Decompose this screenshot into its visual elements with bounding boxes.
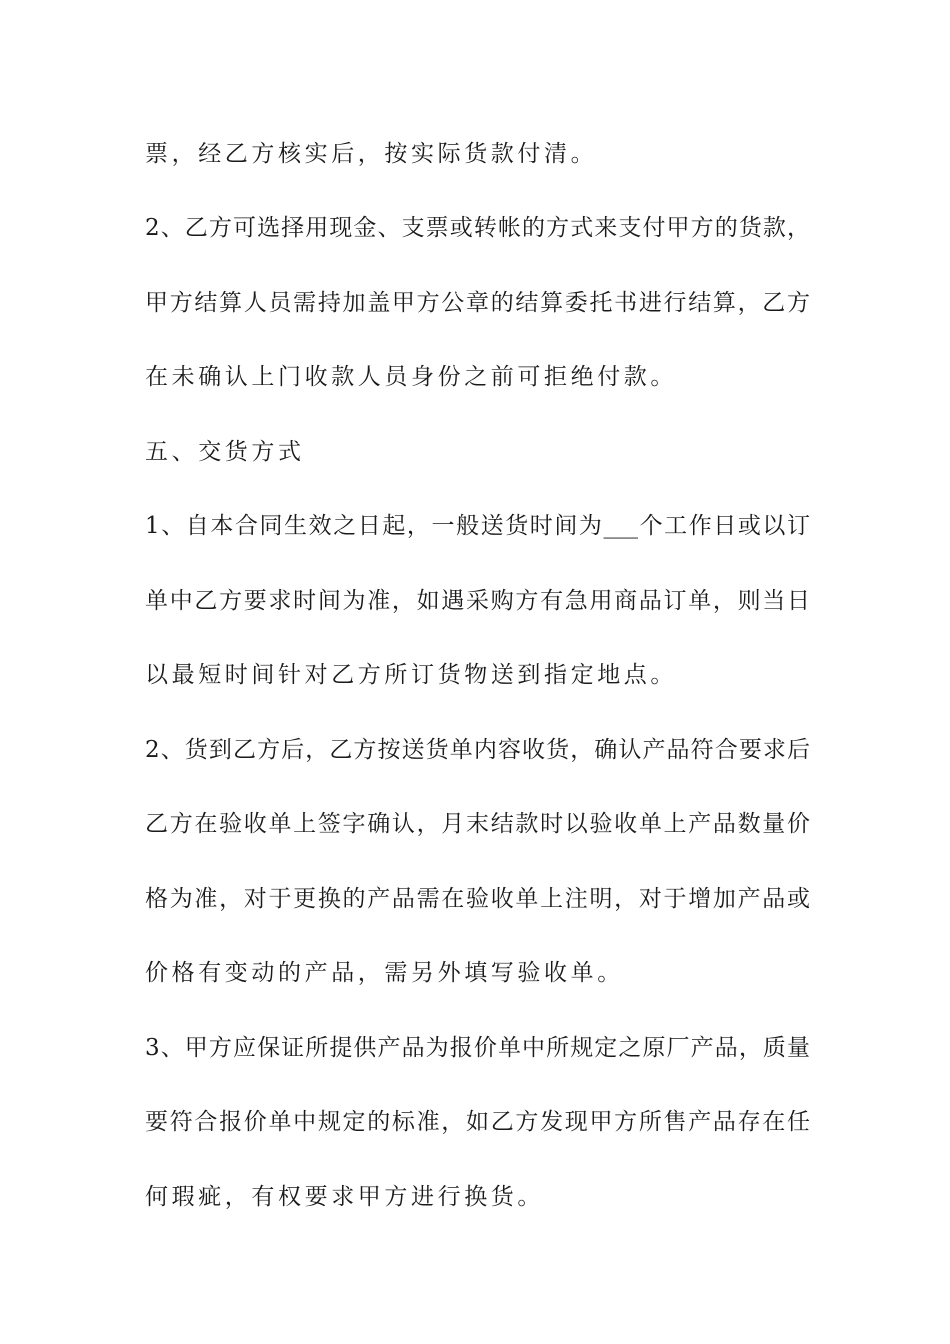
text-line: 在未确认上门收款人员身份之前可拒绝付款。 (145, 364, 677, 390)
text-line: 以最短时间针对乙方所订货物送到指定地点。 (145, 662, 677, 688)
text-line: 2、货到乙方后，乙方按送货单内容收货，确认产品符合要求后 (145, 737, 810, 763)
text-line: 2、乙方可选择用现金、支票或转帐的方式来支付甲方的货款， (145, 215, 810, 241)
text-line: 格为准，对于更换的产品需在验收单上注明，对于增加产品或 (145, 886, 810, 912)
text-line: 甲方结算人员需持加盖甲方公章的结算委托书进行结算，乙方 (145, 290, 810, 316)
text-line: 价格有变动的产品，需另外填写验收单。 (145, 960, 624, 986)
text-line: 3、甲方应保证所提供产品为报价单中所规定之原厂产品，质量 (145, 1035, 810, 1061)
text-line: 要符合报价单中规定的标准，如乙方发现甲方所售产品存在任 (145, 1109, 810, 1135)
text-line: 票，经乙方核实后，按实际货款付清。 (145, 141, 598, 167)
text-line: 1、自本合同生效之日起，一般送货时间为___个工作日或以订 (145, 513, 810, 539)
section-heading: 五、交货方式 (145, 439, 305, 465)
text-line: 单中乙方要求时间为准，如遇采购方有急用商品订单，则当日 (145, 588, 810, 614)
text-line: 何瑕疵，有权要求甲方进行换货。 (145, 1184, 544, 1210)
text-line: 乙方在验收单上签字确认，月末结款时以验收单上产品数量价 (145, 811, 810, 837)
